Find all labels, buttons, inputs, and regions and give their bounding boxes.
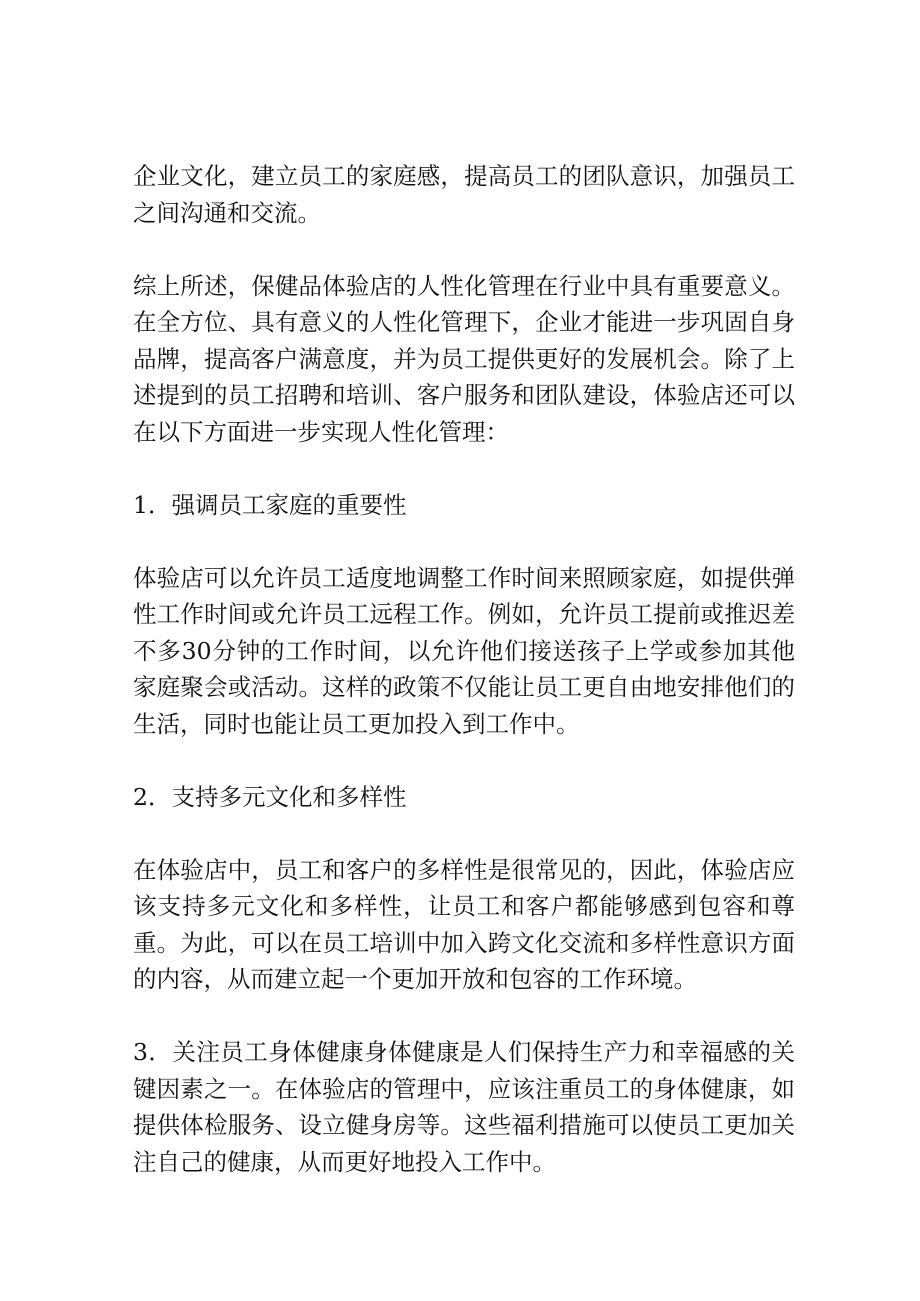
section-heading-diversity: 2．支持多元文化和多样性	[133, 782, 407, 811]
paragraph-summary: 综上所述，保健品体验店的人性化管理在行业中具有重要意义。在全方位、具有意义的人性化管理下，企业才能进一步巩固自身品牌，提高客户满意度，并为员工提供更好的发展机会。除了上述提到的员工招聘和培训、客户服务和团队建设，体验店还可以在以下方面进一步实现人性化管理：	[133, 271, 795, 446]
document-body	[133, 158, 795, 1217]
paragraph-health: 3．关注员工身体健康身体健康是人们保持生产力和幸福感的关键因素之一。在体验店的管理中，应该注重员工的身体健康，如提供体检服务、设立健身房等。这些福利措施可以使员工更加关注自己的健康，从而更好地投入工作中。	[133, 1038, 795, 1176]
paragraph-diversity: 在体验店中，员工和客户的多样性是很常见的，因此，体验店应该支持多元文化和多样性，让员工和客户都能够感到包容和尊重。为此，可以在员工培训中加入跨文化交流和多样性意识方面的内容，从而建立起一个更加开放和包容的工作环境。	[133, 855, 795, 993]
paragraph-family: 体验店可以允许员工适度地调整工作时间来照顾家庭，如提供弹性工作时间或允许员工远程工作。例如，允许员工提前或推迟差不多30分钟的工作时间，以允许他们接送孩子上学或参加其他家庭聚会或活动。这样的政策不仅能让员工更自由地安排他们的生活，同时也能让员工更加投入到工作中。	[133, 563, 795, 738]
paragraph-corporate-culture: 企业文化，建立员工的家庭感，提高员工的团队意识，加强员工之间沟通和交流。	[133, 162, 795, 227]
section-heading-family: 1．强调员工家庭的重要性	[133, 490, 407, 519]
